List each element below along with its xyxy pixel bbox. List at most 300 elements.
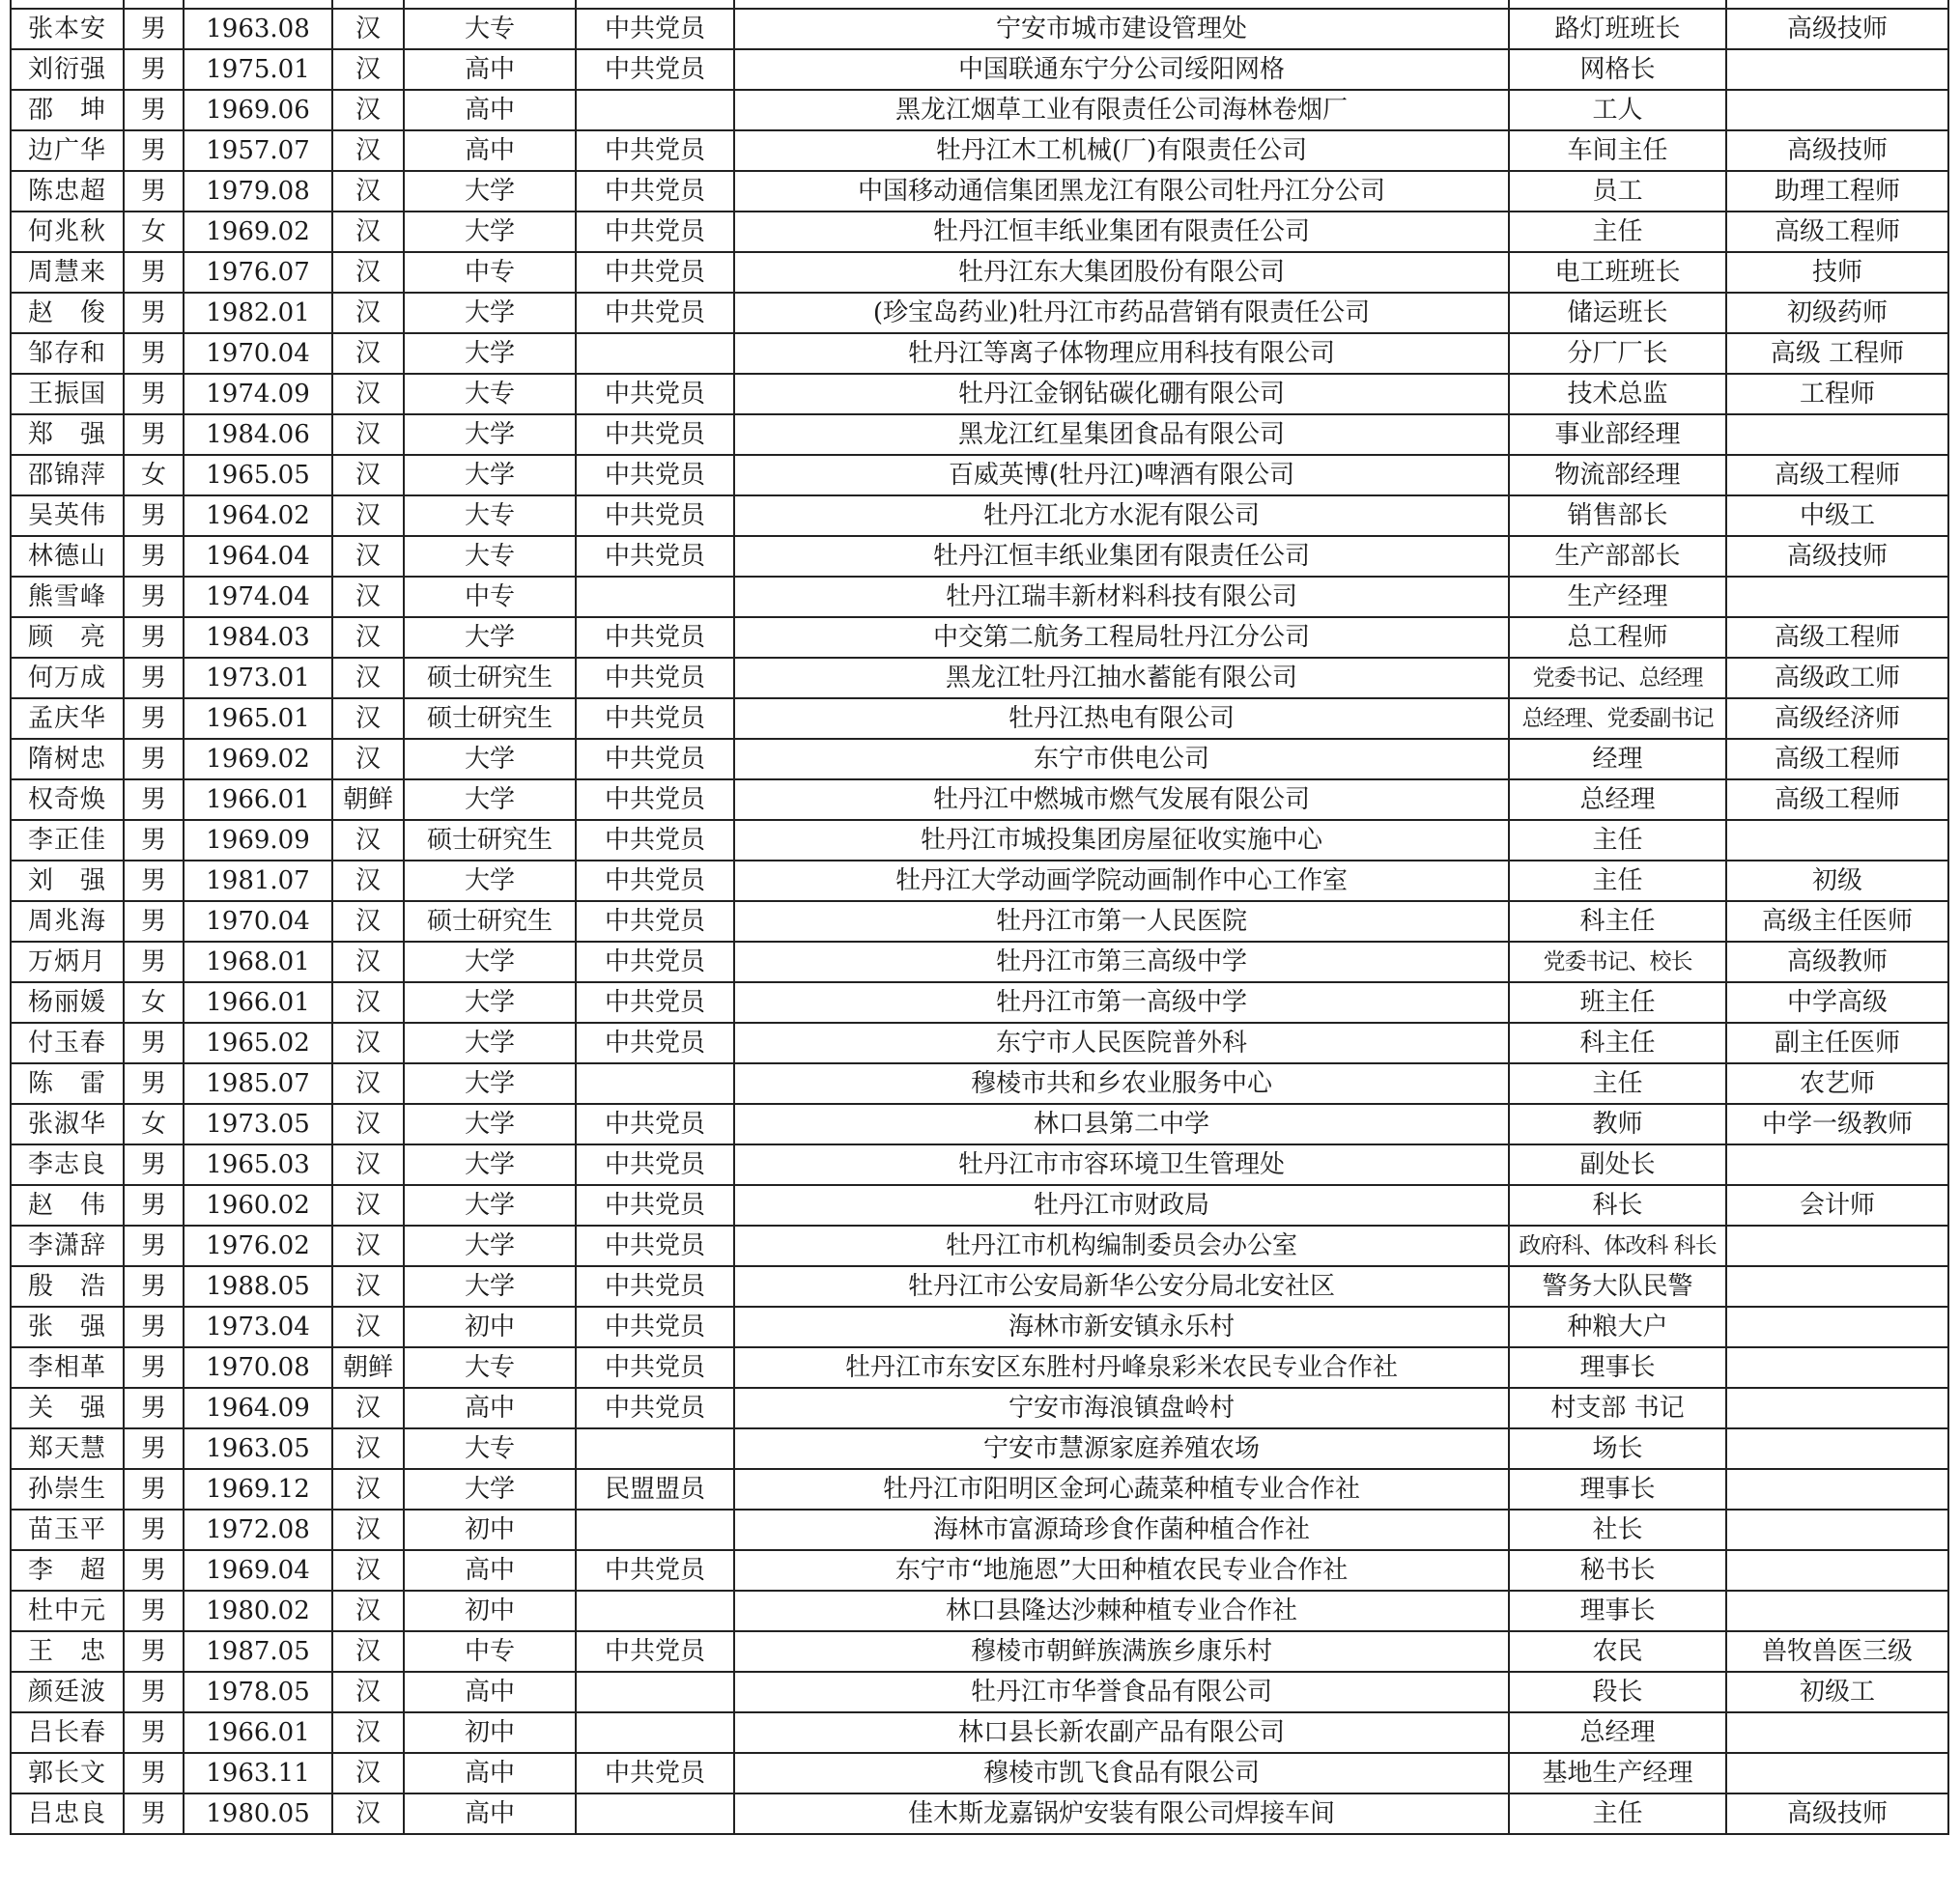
political-status-cell: 中共党员 (576, 495, 734, 536)
table-row (11, 414, 1948, 455)
gender-cell: 男 (124, 577, 184, 617)
education-cell: 大学 (404, 1023, 576, 1063)
table-row (11, 455, 1948, 495)
employer-cell: 宁安市慧源家庭养殖农场 (734, 1428, 1509, 1469)
title-cell: 高级工程师 (1726, 739, 1948, 779)
birth-date-cell: 1965.01 (184, 698, 332, 739)
political-status-cell (576, 333, 734, 374)
political-status-cell: 中共党员 (576, 1023, 734, 1063)
ethnicity-cell: 汉 (332, 577, 404, 617)
ethnicity-cell: 汉 (332, 1753, 404, 1793)
birth-date-cell: 1970.04 (184, 333, 332, 374)
name-cell: 刘衍强 (11, 49, 124, 90)
table-row (11, 212, 1948, 252)
birth-date-cell: 1963.11 (184, 1753, 332, 1793)
name-cell: 陈忠超 (11, 171, 124, 212)
ethnicity-cell: 汉 (332, 1388, 404, 1428)
table-row (11, 374, 1948, 414)
political-status-cell: 中共党员 (576, 293, 734, 333)
table-row (11, 779, 1948, 820)
education-cell: 大学 (404, 1226, 576, 1266)
employer-cell: 牡丹江等离子体物理应用科技有限公司 (734, 333, 1509, 374)
birth-date-cell: 1966.01 (184, 982, 332, 1023)
employer-cell: 牡丹江恒丰纸业集团有限责任公司 (734, 536, 1509, 577)
title-cell (1726, 1712, 1948, 1753)
position-cell: 科主任 (1509, 1023, 1726, 1063)
name-cell: 赵 伟 (11, 1185, 124, 1226)
title-cell (1726, 1753, 1948, 1793)
birth-date-cell: 1988.05 (184, 1266, 332, 1307)
position-cell: 理事长 (1509, 1469, 1726, 1510)
birth-date-cell: 1987.05 (184, 1631, 332, 1672)
education-cell: 大学 (404, 1144, 576, 1185)
name-cell: 吕忠良 (11, 1793, 124, 1834)
position-cell: 科主任 (1509, 901, 1726, 942)
table-row (11, 1063, 1948, 1104)
employer-cell: 牡丹江金钢钻碳化硼有限公司 (734, 374, 1509, 414)
political-status-cell: 中共党员 (576, 1144, 734, 1185)
name-cell: 郑 强 (11, 414, 124, 455)
employer-cell: 牡丹江市机构编制委员会办公室 (734, 1226, 1509, 1266)
table-row (11, 90, 1948, 130)
table-row (11, 1712, 1948, 1753)
birth-date-cell: 1972.08 (184, 1510, 332, 1550)
position-cell: 理事长 (1509, 1591, 1726, 1631)
birth-date-cell: 1979.08 (184, 171, 332, 212)
name-cell: 王 忠 (11, 1631, 124, 1672)
employer-cell: 宁安市城市建设管理处 (734, 9, 1509, 49)
political-status-cell: 中共党员 (576, 1266, 734, 1307)
political-status-cell: 中共党员 (576, 1631, 734, 1672)
birth-date-cell: 1978.05 (184, 1672, 332, 1712)
position-cell: 教师 (1509, 1104, 1726, 1144)
political-status-cell: 中共党员 (576, 982, 734, 1023)
gender-cell: 男 (124, 698, 184, 739)
position-cell: 生产部部长 (1509, 536, 1726, 577)
title-cell: 技师 (1726, 252, 1948, 293)
table-row (11, 536, 1948, 577)
name-cell: 张 强 (11, 1307, 124, 1347)
position-cell: 电工班班长 (1509, 252, 1726, 293)
ethnicity-cell: 汉 (332, 1631, 404, 1672)
political-status-cell: 中共党员 (576, 861, 734, 901)
birth-date-cell: 1981.07 (184, 861, 332, 901)
birth-date-cell: 1968.01 (184, 942, 332, 982)
name-cell: 杨丽媛 (11, 982, 124, 1023)
education-cell: 硕士研究生 (404, 820, 576, 861)
name-cell: 顾 亮 (11, 617, 124, 658)
ethnicity-cell: 汉 (332, 1550, 404, 1591)
table-row (11, 1226, 1948, 1266)
political-status-cell: 中共党员 (576, 252, 734, 293)
birth-date-cell: 1982.01 (184, 293, 332, 333)
table-row (11, 252, 1948, 293)
gender-cell: 男 (124, 779, 184, 820)
title-cell (1726, 820, 1948, 861)
gender-cell: 男 (124, 293, 184, 333)
political-status-cell: 中共党员 (576, 1550, 734, 1591)
education-cell: 高中 (404, 90, 576, 130)
title-cell (1726, 1347, 1948, 1388)
table-row (11, 820, 1948, 861)
education-cell: 大学 (404, 982, 576, 1023)
title-cell: 兽牧兽医三级 (1726, 1631, 1948, 1672)
ethnicity-cell: 汉 (332, 1185, 404, 1226)
political-status-cell: 中共党员 (576, 1185, 734, 1226)
employer-cell: 穆棱市凯飞食品有限公司 (734, 1753, 1509, 1793)
employer-cell: 牡丹江市公安局新华公安分局北安社区 (734, 1266, 1509, 1307)
position-cell: 社长 (1509, 1510, 1726, 1550)
education-cell: 大专 (404, 1428, 576, 1469)
education-cell: 中专 (404, 1631, 576, 1672)
birth-date-cell: 1964.04 (184, 536, 332, 577)
name-cell: 李潇辞 (11, 1226, 124, 1266)
education-cell: 硕士研究生 (404, 698, 576, 739)
name-cell: 何万成 (11, 658, 124, 698)
political-status-cell: 中共党员 (576, 820, 734, 861)
education-cell: 大学 (404, 414, 576, 455)
education-cell: 大学 (404, 942, 576, 982)
position-cell: 主任 (1509, 1793, 1726, 1834)
name-cell: 林德山 (11, 536, 124, 577)
political-status-cell: 中共党员 (576, 901, 734, 942)
table-row (11, 901, 1948, 942)
employer-cell: 佳木斯龙嘉锅炉安装有限公司焊接车间 (734, 1793, 1509, 1834)
education-cell: 高中 (404, 1793, 576, 1834)
education-cell: 高中 (404, 1550, 576, 1591)
name-cell: 王振国 (11, 374, 124, 414)
name-cell: 颜廷波 (11, 1672, 124, 1712)
table-top-stub (11, 0, 1948, 9)
title-cell (1726, 1226, 1948, 1266)
employer-cell: 林口县隆达沙棘种植专业合作社 (734, 1591, 1509, 1631)
birth-date-cell: 1965.02 (184, 1023, 332, 1063)
ethnicity-cell: 汉 (332, 698, 404, 739)
political-status-cell (576, 1428, 734, 1469)
title-cell: 农艺师 (1726, 1063, 1948, 1104)
name-cell: 熊雪峰 (11, 577, 124, 617)
employer-cell: 牡丹江大学动画学院动画制作中心工作室 (734, 861, 1509, 901)
employer-cell: 林口县长新农副产品有限公司 (734, 1712, 1509, 1753)
political-status-cell (576, 1712, 734, 1753)
ethnicity-cell: 汉 (332, 1266, 404, 1307)
gender-cell: 男 (124, 1347, 184, 1388)
birth-date-cell: 1969.06 (184, 90, 332, 130)
position-cell: 储运班长 (1509, 293, 1726, 333)
gender-cell: 男 (124, 617, 184, 658)
gender-cell: 女 (124, 212, 184, 252)
birth-date-cell: 1965.05 (184, 455, 332, 495)
table-row (11, 49, 1948, 90)
name-cell: 李相革 (11, 1347, 124, 1388)
name-cell: 李 超 (11, 1550, 124, 1591)
ethnicity-cell: 汉 (332, 90, 404, 130)
name-cell: 万炳月 (11, 942, 124, 982)
employer-cell: 牡丹江市市容环境卫生管理处 (734, 1144, 1509, 1185)
employer-cell: 中国移动通信集团黑龙江有限公司牡丹江分公司 (734, 171, 1509, 212)
education-cell: 大学 (404, 212, 576, 252)
employer-cell: 东宁市供电公司 (734, 739, 1509, 779)
gender-cell: 男 (124, 252, 184, 293)
gender-cell: 男 (124, 90, 184, 130)
political-status-cell: 中共党员 (576, 739, 734, 779)
political-status-cell: 中共党员 (576, 414, 734, 455)
political-status-cell (576, 1793, 734, 1834)
political-status-cell: 中共党员 (576, 374, 734, 414)
employer-cell: 百威英博(牡丹江)啤酒有限公司 (734, 455, 1509, 495)
gender-cell: 男 (124, 1672, 184, 1712)
gender-cell: 男 (124, 861, 184, 901)
position-cell: 基地生产经理 (1509, 1753, 1726, 1793)
education-cell: 大学 (404, 293, 576, 333)
education-cell: 硕士研究生 (404, 901, 576, 942)
position-cell: 总经理 (1509, 779, 1726, 820)
name-cell: 赵 俊 (11, 293, 124, 333)
ethnicity-cell: 汉 (332, 617, 404, 658)
birth-date-cell: 1970.04 (184, 901, 332, 942)
name-cell: 李正佳 (11, 820, 124, 861)
table-row (11, 333, 1948, 374)
table-row (11, 130, 1948, 171)
position-cell: 理事长 (1509, 1347, 1726, 1388)
employer-cell: 黑龙江烟草工业有限责任公司海林卷烟厂 (734, 90, 1509, 130)
ethnicity-cell: 朝鲜 (332, 1347, 404, 1388)
table-row (11, 1793, 1948, 1834)
title-cell: 初级 (1726, 861, 1948, 901)
employer-cell: 牡丹江市第一人民医院 (734, 901, 1509, 942)
table-row (11, 1510, 1948, 1550)
table-row (11, 1469, 1948, 1510)
title-cell: 中学高级 (1726, 982, 1948, 1023)
education-cell: 大专 (404, 374, 576, 414)
name-cell: 吕长春 (11, 1712, 124, 1753)
table-row (11, 982, 1948, 1023)
name-cell: 郑天慧 (11, 1428, 124, 1469)
education-cell: 大专 (404, 536, 576, 577)
ethnicity-cell: 汉 (332, 658, 404, 698)
political-status-cell: 中共党员 (576, 1753, 734, 1793)
table-row (11, 1631, 1948, 1672)
gender-cell: 女 (124, 1104, 184, 1144)
gender-cell: 男 (124, 1266, 184, 1307)
position-cell: 科长 (1509, 1185, 1726, 1226)
ethnicity-cell: 汉 (332, 9, 404, 49)
gender-cell: 男 (124, 171, 184, 212)
position-cell: 路灯班班长 (1509, 9, 1726, 49)
gender-cell: 男 (124, 1591, 184, 1631)
title-cell: 高级工程师 (1726, 617, 1948, 658)
position-cell: 党委书记、校长 (1509, 942, 1726, 982)
table-row (11, 1672, 1948, 1712)
birth-date-cell: 1960.02 (184, 1185, 332, 1226)
education-cell: 大专 (404, 495, 576, 536)
education-cell: 高中 (404, 1672, 576, 1712)
position-cell: 党委书记、总经理 (1509, 658, 1726, 698)
ethnicity-cell: 汉 (332, 1226, 404, 1266)
education-cell: 大专 (404, 9, 576, 49)
position-cell: 主任 (1509, 861, 1726, 901)
name-cell: 付玉春 (11, 1023, 124, 1063)
title-cell: 高级技师 (1726, 130, 1948, 171)
employer-cell: 牡丹江市城投集团房屋征收实施中心 (734, 820, 1509, 861)
gender-cell: 男 (124, 820, 184, 861)
education-cell: 中专 (404, 577, 576, 617)
title-cell (1726, 49, 1948, 90)
employer-cell: 东宁市“地施恩”大田种植农民专业合作社 (734, 1550, 1509, 1591)
title-cell (1726, 577, 1948, 617)
ethnicity-cell: 汉 (332, 414, 404, 455)
title-cell (1726, 1591, 1948, 1631)
position-cell: 总经理、党委副书记 (1509, 698, 1726, 739)
employer-cell: 黑龙江牡丹江抽水蓄能有限公司 (734, 658, 1509, 698)
name-cell: 郭长文 (11, 1753, 124, 1793)
position-cell: 村支部 书记 (1509, 1388, 1726, 1428)
birth-date-cell: 1976.07 (184, 252, 332, 293)
education-cell: 高中 (404, 49, 576, 90)
title-cell: 高级技师 (1726, 9, 1948, 49)
table-row (11, 577, 1948, 617)
name-cell: 吴英伟 (11, 495, 124, 536)
gender-cell: 男 (124, 333, 184, 374)
birth-date-cell: 1969.02 (184, 739, 332, 779)
ethnicity-cell: 汉 (332, 1469, 404, 1510)
position-cell: 工人 (1509, 90, 1726, 130)
name-cell: 李志良 (11, 1144, 124, 1185)
ethnicity-cell: 汉 (332, 820, 404, 861)
name-cell: 苗玉平 (11, 1510, 124, 1550)
title-cell: 高级技师 (1726, 536, 1948, 577)
gender-cell: 男 (124, 942, 184, 982)
title-cell: 高级教师 (1726, 942, 1948, 982)
education-cell: 大学 (404, 617, 576, 658)
table-row (11, 1550, 1948, 1591)
position-cell: 警务大队民警 (1509, 1266, 1726, 1307)
employer-cell: 牡丹江市财政局 (734, 1185, 1509, 1226)
education-cell: 初中 (404, 1591, 576, 1631)
political-status-cell: 中共党员 (576, 49, 734, 90)
title-cell: 中学一级教师 (1726, 1104, 1948, 1144)
ethnicity-cell: 汉 (332, 495, 404, 536)
political-status-cell (576, 1063, 734, 1104)
employer-cell: 牡丹江市阳明区金珂心蔬菜种植专业合作社 (734, 1469, 1509, 1510)
education-cell: 大学 (404, 333, 576, 374)
table-row (11, 1428, 1948, 1469)
roster-sheet (10, 0, 1947, 1835)
employer-cell: 海林市新安镇永乐村 (734, 1307, 1509, 1347)
education-cell: 初中 (404, 1712, 576, 1753)
gender-cell: 男 (124, 1063, 184, 1104)
name-cell: 殷 浩 (11, 1266, 124, 1307)
title-cell: 高级工程师 (1726, 779, 1948, 820)
ethnicity-cell: 汉 (332, 982, 404, 1023)
employer-cell: (珍宝岛药业)牡丹江市药品营销有限责任公司 (734, 293, 1509, 333)
education-cell: 中专 (404, 252, 576, 293)
ethnicity-cell: 汉 (332, 1144, 404, 1185)
birth-date-cell: 1984.06 (184, 414, 332, 455)
gender-cell: 男 (124, 1428, 184, 1469)
education-cell: 大学 (404, 739, 576, 779)
political-status-cell: 民盟盟员 (576, 1469, 734, 1510)
title-cell: 初级药师 (1726, 293, 1948, 333)
position-cell: 秘书长 (1509, 1550, 1726, 1591)
table-row (11, 171, 1948, 212)
position-cell: 农民 (1509, 1631, 1726, 1672)
gender-cell: 男 (124, 1185, 184, 1226)
education-cell: 大专 (404, 1347, 576, 1388)
ethnicity-cell: 汉 (332, 1793, 404, 1834)
position-cell: 主任 (1509, 820, 1726, 861)
name-cell: 邹存和 (11, 333, 124, 374)
position-cell: 副处长 (1509, 1144, 1726, 1185)
employer-cell: 中国联通东宁分公司绥阳网格 (734, 49, 1509, 90)
ethnicity-cell: 汉 (332, 942, 404, 982)
ethnicity-cell: 汉 (332, 536, 404, 577)
position-cell: 总经理 (1509, 1712, 1726, 1753)
employer-cell: 东宁市人民医院普外科 (734, 1023, 1509, 1063)
title-cell: 高级 工程师 (1726, 333, 1948, 374)
table-row (11, 658, 1948, 698)
education-cell: 高中 (404, 1753, 576, 1793)
title-cell (1726, 1428, 1948, 1469)
table-row (11, 739, 1948, 779)
birth-date-cell: 1957.07 (184, 130, 332, 171)
employer-cell: 牡丹江市华誉食品有限公司 (734, 1672, 1509, 1712)
ethnicity-cell: 汉 (332, 293, 404, 333)
position-cell: 员工 (1509, 171, 1726, 212)
gender-cell: 男 (124, 1226, 184, 1266)
position-cell: 场长 (1509, 1428, 1726, 1469)
political-status-cell (576, 1510, 734, 1550)
ethnicity-cell: 汉 (332, 1712, 404, 1753)
ethnicity-cell: 汉 (332, 130, 404, 171)
birth-date-cell: 1965.03 (184, 1144, 332, 1185)
position-cell: 政府科、体改科 科长 (1509, 1226, 1726, 1266)
political-status-cell: 中共党员 (576, 455, 734, 495)
title-cell: 高级主任医师 (1726, 901, 1948, 942)
employer-cell: 林口县第二中学 (734, 1104, 1509, 1144)
ethnicity-cell: 汉 (332, 901, 404, 942)
gender-cell: 男 (124, 1307, 184, 1347)
political-status-cell: 中共党员 (576, 617, 734, 658)
position-cell: 经理 (1509, 739, 1726, 779)
education-cell: 硕士研究生 (404, 658, 576, 698)
ethnicity-cell: 汉 (332, 1063, 404, 1104)
title-cell: 工程师 (1726, 374, 1948, 414)
table-row (11, 698, 1948, 739)
employer-cell: 中交第二航务工程局牡丹江分公司 (734, 617, 1509, 658)
table-row (11, 1266, 1948, 1307)
gender-cell: 男 (124, 9, 184, 49)
position-cell: 主任 (1509, 212, 1726, 252)
gender-cell: 男 (124, 901, 184, 942)
position-cell: 班主任 (1509, 982, 1726, 1023)
gender-cell: 男 (124, 1550, 184, 1591)
position-cell: 生产经理 (1509, 577, 1726, 617)
education-cell: 大学 (404, 779, 576, 820)
ethnicity-cell: 汉 (332, 1672, 404, 1712)
education-cell: 大学 (404, 861, 576, 901)
ethnicity-cell: 汉 (332, 333, 404, 374)
birth-date-cell: 1969.12 (184, 1469, 332, 1510)
gender-cell: 男 (124, 49, 184, 90)
roster-table (10, 0, 1949, 1835)
title-cell: 初级工 (1726, 1672, 1948, 1712)
position-cell: 种粮大户 (1509, 1307, 1726, 1347)
employer-cell: 宁安市海浪镇盘岭村 (734, 1388, 1509, 1428)
title-cell (1726, 1469, 1948, 1510)
birth-date-cell: 1963.08 (184, 9, 332, 49)
position-cell: 销售部长 (1509, 495, 1726, 536)
